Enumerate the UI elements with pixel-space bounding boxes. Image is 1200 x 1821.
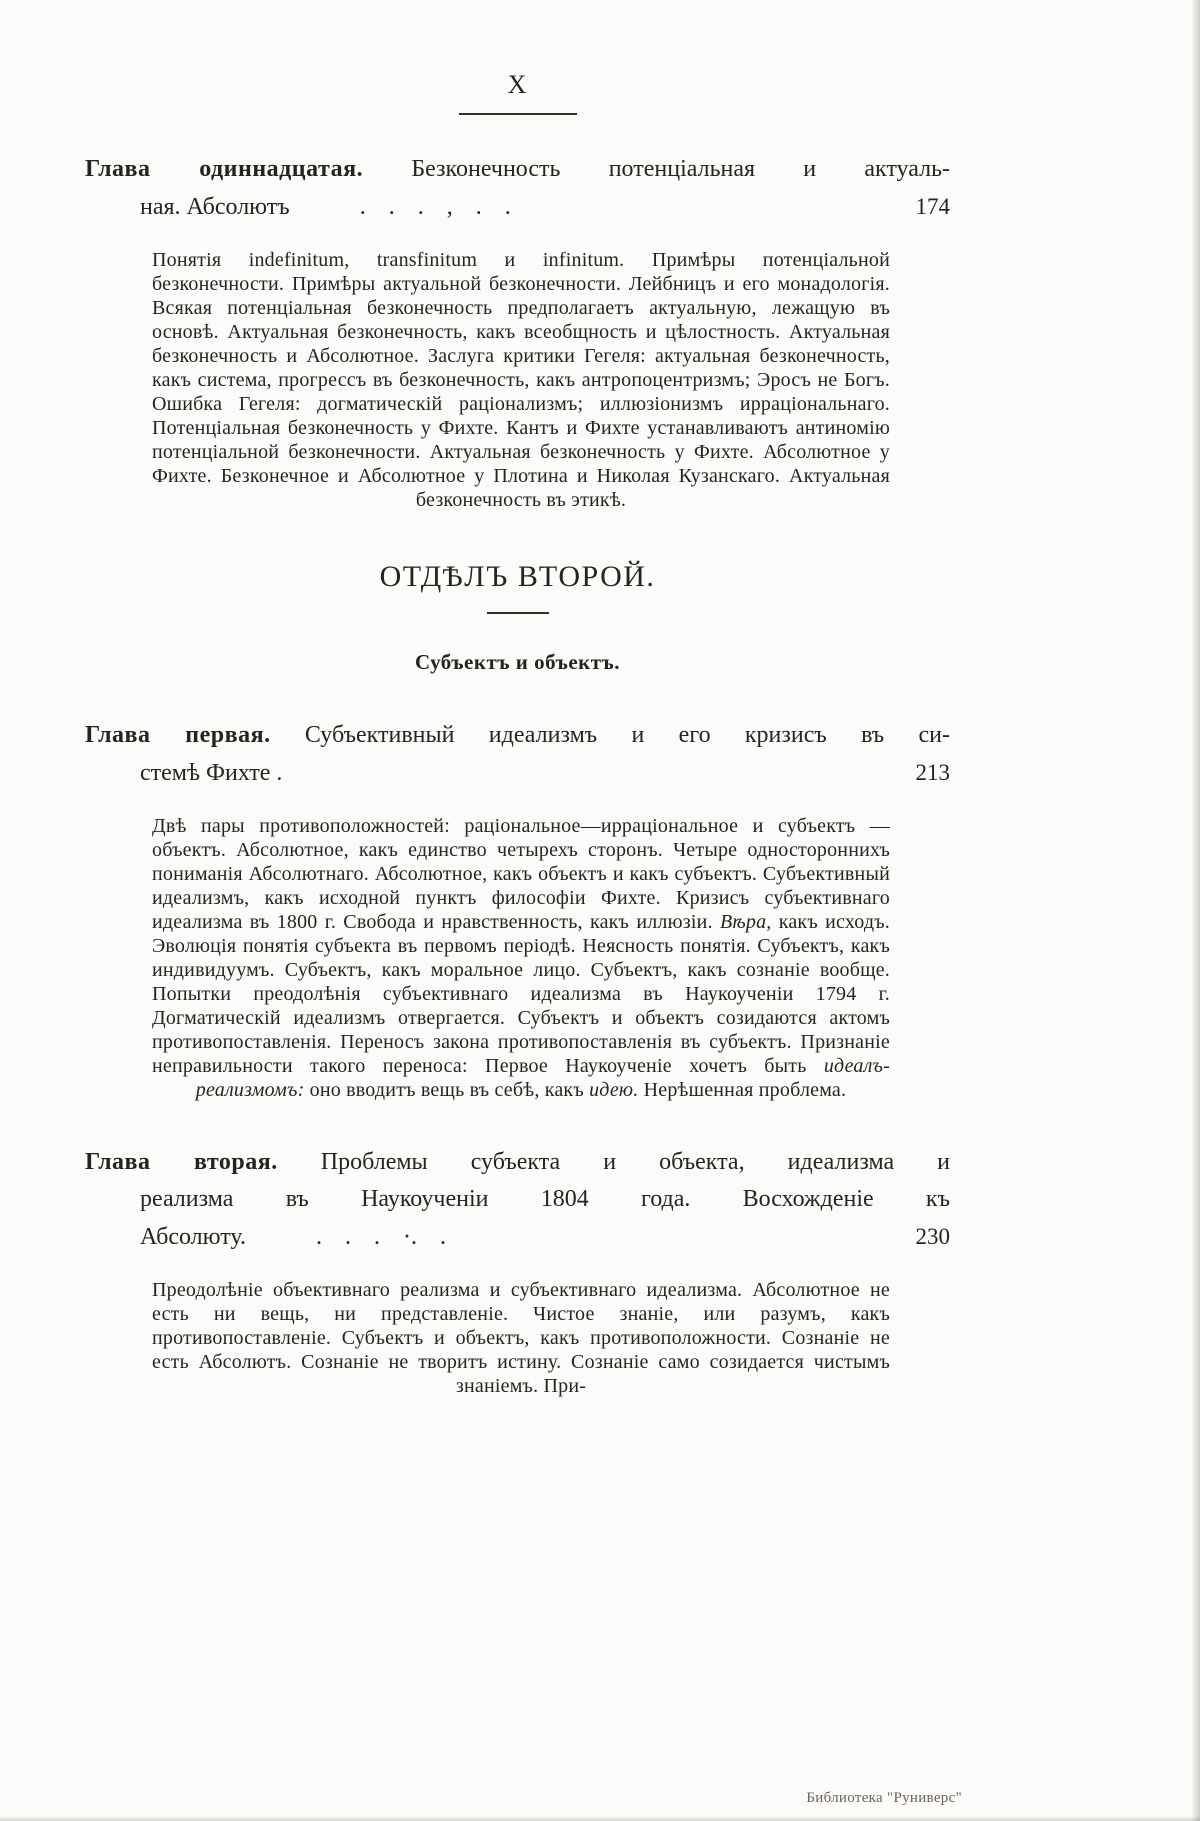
toc-entry-chapter-1 [85, 717, 950, 1102]
chapter-summary: Понятія indefinitum, transfinitum и infinitum. Примѣры потенціальной безконечности. Примѣры актуальной безконечности. Лейбницъ и его монадологія. Всякая потенціальная безконечность предполагаетъ актуальную, лежащую въ основѣ. Актуальная безконечность, какъ всеобщность и цѣлостность. Актуальная безконечность и Абсолютное. Заслуга критики Гегеля: актуальная безконечность, какъ система, прогрессъ въ безконечность, какъ антропоцентризмъ; Эросъ не Богъ. Ошибка Гегеля: догматическій раціонализмъ; иллюзіонизмъ ирраціональнаго. Потенціальная безконечность у Фихте. Кантъ и Фихте устанавливаютъ антиномію потенціальной безконечности. Актуальная безконечность у Фихте. Абсолютное у Фихте. Безконечное и Абсолютное у Плотина и Николая Кузанскаго. Актуальная безконечность въ этикѣ. [152, 249, 890, 511]
chapter-title-text: ная. Абсолютъ [140, 194, 290, 220]
chapter-summary: Преодолѣніе объективнаго реализма и субъективнаго идеализма. Абсолютное не есть ни вещь, ни представленіе. Чистое знаніе, или разумъ, какъ противопоставленіе. Субъектъ и объектъ, какъ противоположности. Сознаніе не есть Абсолютъ. Сознаніе не творитъ истину. Сознаніе само созидается чистымъ знаніемъ. При- [152, 1279, 890, 1397]
chapter-page-number: 213 [915, 760, 950, 785]
scan-edge-bottom-shadow [0, 1816, 1200, 1821]
chapter-title-text: Проблемы субъекта и объекта, идеализма и [320, 1149, 951, 1175]
chapter-summary: Двѣ пары противоположностей: раціональное—ирраціональное и субъектъ — объектъ. Абсолютное, какъ единство четырехъ сторонъ. Четыре одностороннихъ пониманія Абсолютнаго. Абсолютное, какъ объектъ и какъ субъектъ. Субъективный идеализмъ, какъ исходной пунктъ философіи Фихте. Кризисъ субъективнаго идеализма въ 1800 г. Свобода и нравственность, какъ иллюзіи. Вѣра, какъ исходъ. Эволюція понятія субъекта въ первомъ періодѣ. Неясность понятія. Субъектъ, какъ индивидуумъ. Субъектъ, какъ моральное лицо. Субъектъ, какъ сознаніе вообще. Попытки преодолѣнія субъективнаго идеализма въ Наукоученіи 1794 г. Догматическій идеализмъ отвергается. Субъектъ и объектъ созидаются актомъ противопоставленія. Переносъ закона противопоставленія въ субъектъ. Признаніе неправильности такого переноса: Первое Наукоученіе хочетъ быть идеалъ-реализмомъ: оно вводитъ вещь въ себѣ, какъ идею. Нерѣшенная проблема. [152, 815, 891, 1101]
scan-edge-right-shadow [1191, 0, 1200, 1821]
chapter-label: Глава вторая. [85, 1149, 278, 1175]
dot-leaders: . . . , . . [359, 194, 511, 220]
chapter-heading-line [85, 717, 950, 754]
chapter-title-text: Субъективный идеализмъ и его кризисъ въ си- [304, 722, 951, 748]
chapter-title-text: стемѣ Фихте . [140, 760, 283, 786]
chapter-title-text: Безконечность потенціальная и актуаль- [411, 156, 951, 182]
toc-entry-chapter-2 [85, 1144, 950, 1398]
chapter-label: Глава одиннадцатая. [85, 156, 364, 182]
section-title: ОТДѢЛЪ ВТОРОЙ. [379, 560, 656, 593]
library-watermark: Библиотека "Руниверс" [806, 1790, 962, 1806]
chapter-heading-line [85, 1218, 950, 1256]
chapter-heading-line [85, 754, 950, 792]
chapter-title-continuation [85, 755, 352, 792]
page-number-rule [459, 113, 577, 115]
chapter-title-continuation [85, 189, 511, 226]
section-rule [487, 612, 549, 614]
chapter-heading-line [85, 151, 950, 188]
chapter-heading-line [85, 188, 950, 226]
dot-leaders: . . . ·. . [316, 1224, 447, 1250]
section-subtitle: Субъектъ и объектъ. [414, 650, 621, 674]
toc-entry-chapter-11 [85, 151, 950, 512]
chapter-page-number: 174 [915, 194, 950, 219]
chapter-heading-line: реализма въ Наукоученіи 1804 года. Восхожденіе къ [140, 1186, 950, 1212]
chapter-title-continuation [85, 1219, 446, 1256]
chapter-page-number: 230 [915, 1224, 950, 1249]
chapter-label: Глава первая. [85, 722, 271, 748]
page-number: X [507, 70, 528, 99]
chapter-title-text: Абсолюту. [140, 1224, 247, 1250]
chapter-heading-line [85, 1144, 950, 1181]
